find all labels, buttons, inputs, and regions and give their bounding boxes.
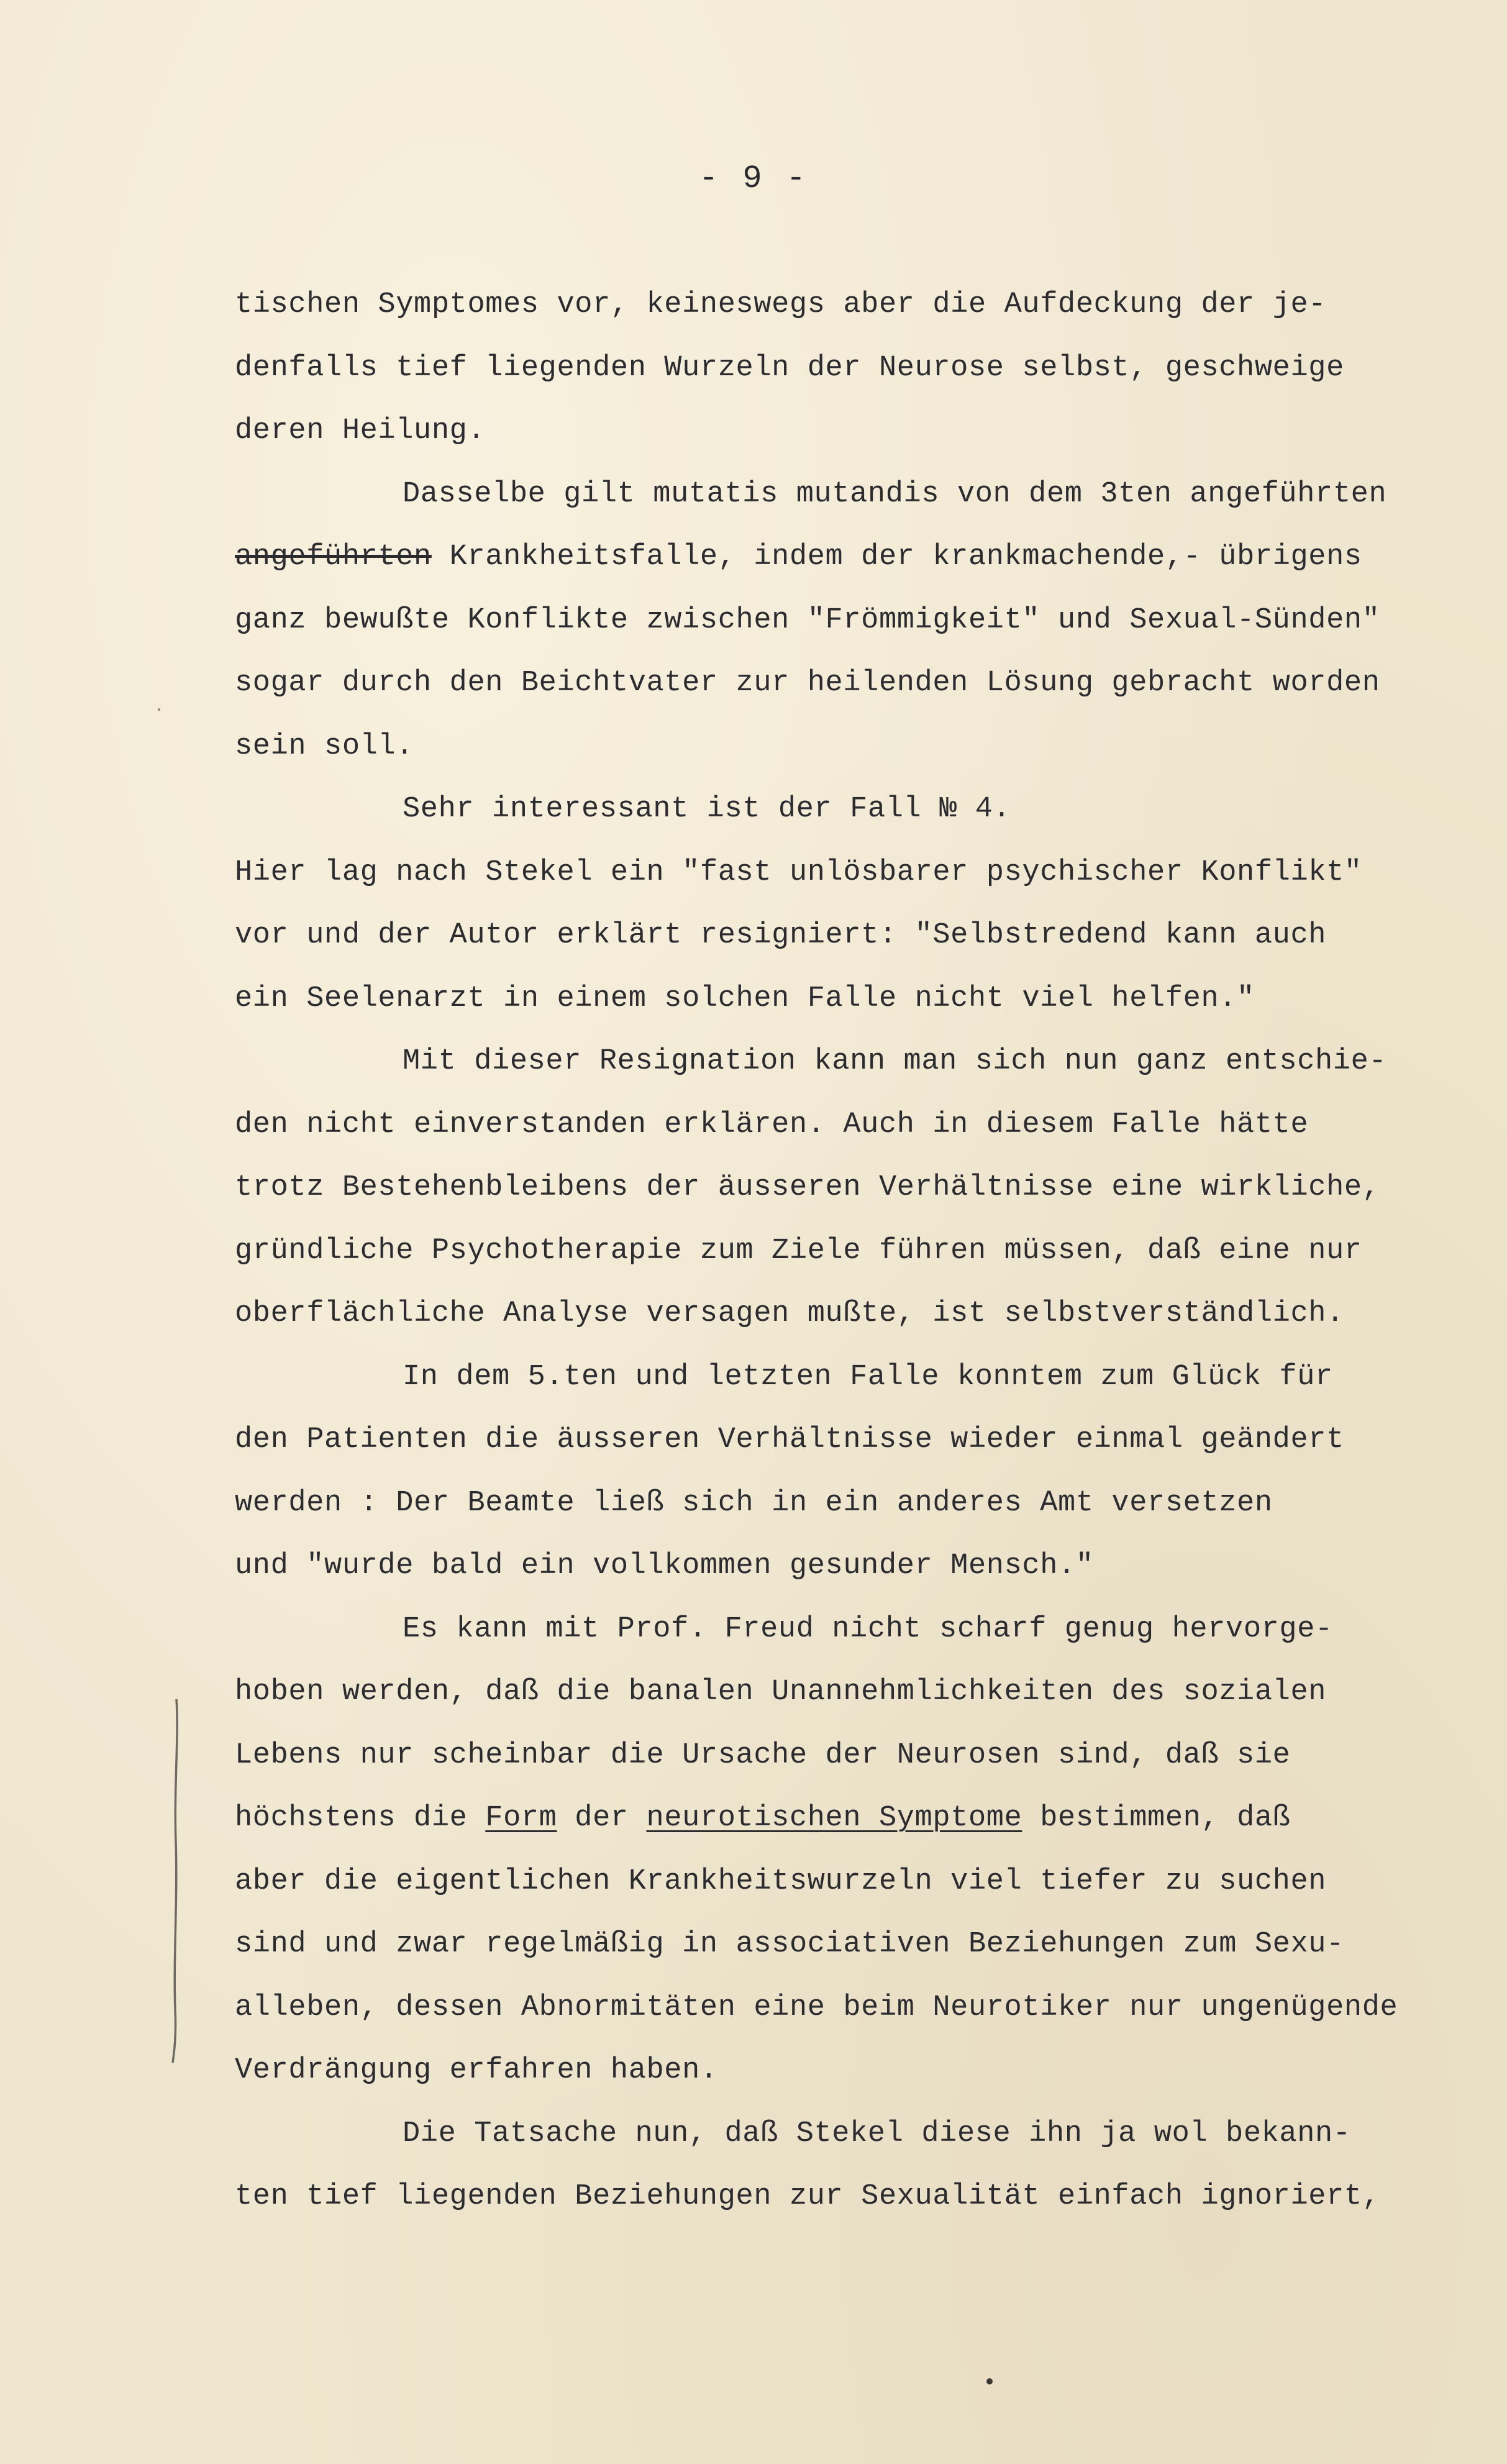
- struck-word: angeführten: [235, 541, 432, 573]
- text-line-with-strikeout: [235, 542, 1452, 573]
- text-line: Lebens nur scheinbar die Ursache der Neurosen sind, daß sie: [235, 1738, 1291, 1772]
- typewritten-body: [235, 290, 1452, 2245]
- underlined-phrase: neurotischen Symptome: [646, 1802, 1022, 1835]
- text-line: trotz Bestehenbleibens der äusseren Verhältnisse eine wirkliche,: [235, 1171, 1380, 1204]
- text-line: sein soll.: [235, 729, 414, 763]
- text-line: aber die eigentlichen Krankheitswurzeln viel tiefer zu suchen: [235, 1864, 1327, 1898]
- text-line: deren Heilung.: [235, 414, 486, 447]
- paragraph-start: Sehr interessant ist der Fall № 4.: [403, 793, 1011, 826]
- text-segment: Krankheitsfalle, indem der krankmachende,- übrigens: [431, 541, 1362, 573]
- text-line: den nicht einverstanden erklären. Auch in diesem Falle hätte: [235, 1108, 1309, 1141]
- margin-pencil-mark: [168, 1699, 184, 2063]
- text-line: sind und zwar regelmäßig in associativen Beziehungen zum Sexu-: [235, 1928, 1344, 1961]
- text-line: Verdrängung erfahren haben.: [235, 2054, 718, 2087]
- ink-speck: [986, 2378, 993, 2384]
- paragraph-start: Es kann mit Prof. Freud nicht scharf genug hervorge-: [403, 1612, 1333, 1646]
- underlined-word: Form: [485, 1802, 557, 1835]
- paragraph-start: Die Tatsache nun, daß Stekel diese ihn ja wol bekann-: [403, 2117, 1351, 2150]
- text-line: den Patienten die äusseren Verhältnisse wieder einmal geändert: [235, 1423, 1344, 1456]
- text-line: werden : Der Beamte ließ sich in ein anderes Amt versetzen: [235, 1486, 1273, 1520]
- text-segment: höchstens die: [235, 1802, 486, 1835]
- paragraph-start: In dem 5.ten und letzten Falle konntem zum Glück für: [403, 1360, 1333, 1394]
- text-line: ten tief liegenden Beziehungen zur Sexualität einfach ignoriert,: [235, 2180, 1380, 2213]
- text-line: vor und der Autor erklärt resigniert: "Selbstredend kann auch: [235, 919, 1327, 952]
- text-line-with-underlines: [235, 1803, 1452, 1834]
- text-line: sogar durch den Beichtvater zur heilenden Lösung gebracht worden: [235, 667, 1380, 700]
- text-line: ein Seelenarzt in einem solchen Falle nicht viel helfen.": [235, 982, 1255, 1015]
- text-segment: bestimmen, daß: [1022, 1802, 1291, 1835]
- paragraph-start: Dasselbe gilt mutatis mutandis von dem 3ten angeführten: [403, 477, 1387, 511]
- text-line: oberflächliche Analyse versagen mußte, ist selbstverständlich.: [235, 1297, 1344, 1330]
- text-line: und "wurde bald ein vollkommen gesunder Mensch.": [235, 1549, 1094, 1582]
- text-line: ganz bewußte Konflikte zwischen "Frömmigkeit" und Sexual-Sünden": [235, 603, 1380, 637]
- text-line: hoben werden, daß die banalen Unannehmlichkeiten des sozialen: [235, 1676, 1327, 1709]
- paper-speck: [158, 708, 160, 711]
- text-line: tischen Symptomes vor, keineswegs aber die Aufdeckung der je-: [235, 288, 1327, 321]
- text-line: alleben, dessen Abnormitäten eine beim Neurotiker nur ungenügende: [235, 1991, 1398, 2024]
- text-line: Hier lag nach Stekel ein "fast unlösbarer psychischer Konflikt": [235, 856, 1362, 889]
- text-line: gründliche Psychotherapie zum Ziele führen müssen, daß eine nur: [235, 1234, 1362, 1267]
- page-number: - 9 -: [698, 160, 809, 197]
- text-segment: der: [557, 1802, 647, 1835]
- text-line: denfalls tief liegenden Wurzeln der Neurose selbst, geschweige: [235, 351, 1344, 385]
- paragraph-start: Mit dieser Resignation kann man sich nun ganz entschie-: [403, 1045, 1387, 1078]
